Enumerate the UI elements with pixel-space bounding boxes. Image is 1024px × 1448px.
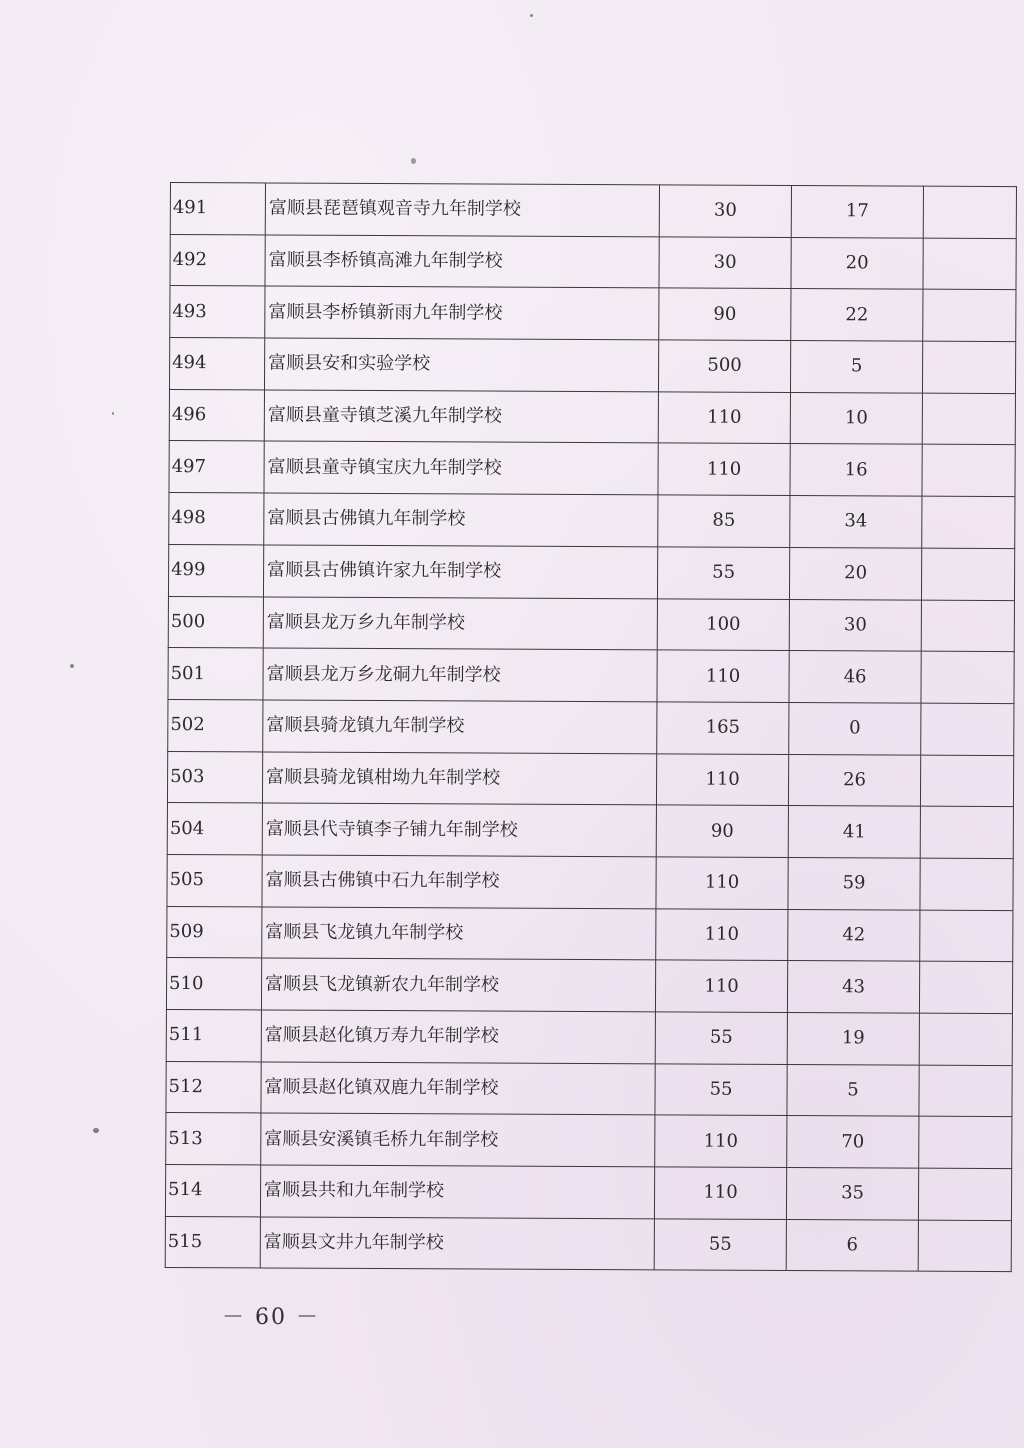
table-row bbox=[166, 1009, 1012, 1065]
table-row bbox=[168, 544, 1014, 600]
row-number-cell: 513 bbox=[166, 1113, 261, 1165]
table-row bbox=[166, 958, 1012, 1014]
table-row bbox=[169, 441, 1015, 497]
table-row bbox=[165, 1165, 1011, 1221]
table-row bbox=[167, 906, 1013, 962]
row-number-cell: 498 bbox=[169, 493, 264, 545]
row-number-cell: 501 bbox=[168, 648, 263, 700]
value-b-cell: 70 bbox=[787, 1116, 919, 1168]
value-b-cell: 10 bbox=[790, 392, 922, 444]
value-b-cell: 20 bbox=[791, 237, 923, 289]
value-a-cell: 110 bbox=[658, 443, 790, 495]
table-row bbox=[167, 854, 1013, 910]
table-row bbox=[170, 286, 1016, 342]
value-a-cell: 110 bbox=[654, 1167, 786, 1219]
empty-cell bbox=[920, 755, 1013, 807]
value-a-cell: 55 bbox=[655, 1012, 787, 1064]
school-name-cell: 富顺县李桥镇新雨九年制学校 bbox=[265, 286, 659, 340]
empty-cell bbox=[918, 1220, 1011, 1272]
empty-cell bbox=[921, 703, 1014, 755]
row-number-cell: 505 bbox=[167, 854, 262, 906]
empty-cell bbox=[923, 238, 1016, 290]
value-a-cell: 90 bbox=[659, 288, 791, 340]
value-b-cell: 42 bbox=[788, 909, 920, 961]
empty-cell bbox=[920, 910, 1013, 962]
school-name-cell: 富顺县古佛镇九年制学校 bbox=[264, 493, 658, 547]
value-b-cell: 43 bbox=[787, 961, 919, 1013]
value-b-cell: 59 bbox=[788, 857, 920, 909]
empty-cell bbox=[920, 858, 1013, 910]
row-number-cell: 511 bbox=[166, 1009, 261, 1061]
scan-speck bbox=[70, 664, 74, 668]
empty-cell bbox=[922, 393, 1015, 445]
value-b-cell: 20 bbox=[789, 547, 921, 599]
school-name-cell: 富顺县李桥镇高滩九年制学校 bbox=[265, 235, 659, 289]
table-row bbox=[168, 596, 1014, 652]
page-number: － 60 － bbox=[222, 1305, 320, 1330]
school-name-cell: 富顺县琵琶镇观音寺九年制学校 bbox=[265, 183, 659, 237]
row-number-cell: 493 bbox=[170, 286, 265, 338]
table-row bbox=[165, 1216, 1011, 1272]
value-a-cell: 100 bbox=[657, 598, 789, 650]
school-name-cell: 富顺县龙万乡龙硐九年制学校 bbox=[263, 648, 657, 702]
value-a-cell: 30 bbox=[659, 237, 791, 289]
empty-cell bbox=[921, 600, 1014, 652]
table-row bbox=[169, 338, 1015, 394]
empty-cell bbox=[918, 1168, 1011, 1220]
row-number-cell: 500 bbox=[168, 596, 263, 648]
school-name-cell: 富顺县骑龙镇九年制学校 bbox=[263, 700, 657, 754]
school-table bbox=[165, 182, 1017, 1273]
value-a-cell: 110 bbox=[655, 1115, 787, 1167]
value-b-cell: 5 bbox=[790, 341, 922, 393]
school-name-cell: 富顺县童寺镇宝庆九年制学校 bbox=[264, 441, 658, 495]
empty-cell bbox=[919, 1065, 1012, 1117]
value-a-cell: 110 bbox=[657, 650, 789, 702]
row-number-cell: 514 bbox=[165, 1165, 260, 1217]
school-name-cell: 富顺县赵化镇双鹿九年制学校 bbox=[261, 1062, 655, 1116]
empty-cell bbox=[920, 806, 1013, 858]
scan-speck bbox=[411, 158, 416, 164]
value-a-cell: 110 bbox=[658, 392, 790, 444]
table-row bbox=[169, 493, 1015, 549]
value-a-cell: 500 bbox=[658, 340, 790, 392]
school-name-cell: 富顺县安溪镇毛桥九年制学校 bbox=[261, 1113, 655, 1167]
scan-speck bbox=[93, 1128, 99, 1133]
table-body bbox=[165, 183, 1016, 1273]
value-a-cell: 90 bbox=[656, 805, 788, 857]
value-b-cell: 35 bbox=[786, 1168, 918, 1220]
table-row bbox=[170, 234, 1016, 290]
value-b-cell: 22 bbox=[791, 289, 923, 341]
school-name-cell: 富顺县骑龙镇柑坳九年制学校 bbox=[262, 752, 656, 806]
table-row bbox=[168, 648, 1014, 704]
value-a-cell: 85 bbox=[658, 495, 790, 547]
scan-speck bbox=[112, 412, 114, 415]
row-number-cell: 502 bbox=[168, 699, 263, 751]
value-b-cell: 41 bbox=[788, 806, 920, 858]
value-a-cell: 110 bbox=[655, 960, 787, 1012]
empty-cell bbox=[919, 1013, 1012, 1065]
row-number-cell: 503 bbox=[167, 751, 262, 803]
row-number-cell: 509 bbox=[167, 906, 262, 958]
row-number-cell: 496 bbox=[169, 389, 264, 441]
value-b-cell: 34 bbox=[790, 496, 922, 548]
scan-speck bbox=[530, 14, 533, 17]
school-name-cell: 富顺县赵化镇万寿九年制学校 bbox=[261, 1010, 655, 1064]
row-number-cell: 515 bbox=[165, 1216, 260, 1268]
empty-cell bbox=[922, 445, 1015, 497]
school-name-cell: 富顺县文井九年制学校 bbox=[260, 1217, 654, 1271]
value-b-cell: 0 bbox=[789, 702, 921, 754]
value-b-cell: 16 bbox=[790, 444, 922, 496]
empty-cell bbox=[921, 651, 1014, 703]
value-b-cell: 46 bbox=[789, 651, 921, 703]
table-row bbox=[169, 389, 1015, 445]
school-name-cell: 富顺县童寺镇芝溪九年制学校 bbox=[264, 390, 658, 444]
row-number-cell: 499 bbox=[168, 544, 263, 596]
row-number-cell: 491 bbox=[170, 183, 265, 235]
value-a-cell: 30 bbox=[659, 185, 791, 237]
table-row bbox=[167, 803, 1013, 859]
value-a-cell: 55 bbox=[657, 547, 789, 599]
value-b-cell: 19 bbox=[787, 1013, 919, 1065]
table-row bbox=[170, 183, 1016, 239]
row-number-cell: 510 bbox=[166, 958, 261, 1010]
school-name-cell: 富顺县共和九年制学校 bbox=[260, 1165, 654, 1219]
empty-cell bbox=[922, 341, 1015, 393]
school-name-cell: 富顺县代寺镇李子铺九年制学校 bbox=[262, 803, 656, 857]
school-name-cell: 富顺县安和实验学校 bbox=[264, 338, 658, 392]
row-number-cell: 494 bbox=[169, 338, 264, 390]
empty-cell bbox=[921, 548, 1014, 600]
value-b-cell: 30 bbox=[789, 599, 921, 651]
value-b-cell: 5 bbox=[787, 1064, 919, 1116]
empty-cell bbox=[919, 1117, 1012, 1169]
empty-cell bbox=[919, 961, 1012, 1013]
empty-cell bbox=[922, 496, 1015, 548]
value-b-cell: 26 bbox=[788, 754, 920, 806]
row-number-cell: 512 bbox=[166, 1061, 261, 1113]
row-number-cell: 504 bbox=[167, 803, 262, 855]
school-name-cell: 富顺县飞龙镇九年制学校 bbox=[262, 907, 656, 961]
row-number-cell: 492 bbox=[170, 234, 265, 286]
value-a-cell: 110 bbox=[656, 857, 788, 909]
school-name-cell: 富顺县飞龙镇新农九年制学校 bbox=[261, 958, 655, 1012]
row-number-cell: 497 bbox=[169, 441, 264, 493]
table-row bbox=[166, 1113, 1012, 1169]
school-name-cell: 富顺县古佛镇中石九年制学校 bbox=[262, 855, 656, 909]
value-b-cell: 6 bbox=[786, 1219, 918, 1271]
school-name-cell: 富顺县龙万乡九年制学校 bbox=[263, 596, 657, 650]
table-row bbox=[167, 751, 1013, 807]
value-a-cell: 55 bbox=[654, 1219, 786, 1271]
value-a-cell: 110 bbox=[656, 909, 788, 961]
table-row bbox=[168, 699, 1014, 755]
empty-cell bbox=[923, 290, 1016, 342]
value-a-cell: 165 bbox=[657, 702, 789, 754]
school-name-cell: 富顺县古佛镇许家九年制学校 bbox=[263, 545, 657, 599]
value-a-cell: 55 bbox=[655, 1064, 787, 1116]
value-a-cell: 110 bbox=[656, 753, 788, 805]
table-row bbox=[166, 1061, 1012, 1117]
empty-cell bbox=[923, 186, 1016, 238]
value-b-cell: 17 bbox=[791, 186, 923, 238]
